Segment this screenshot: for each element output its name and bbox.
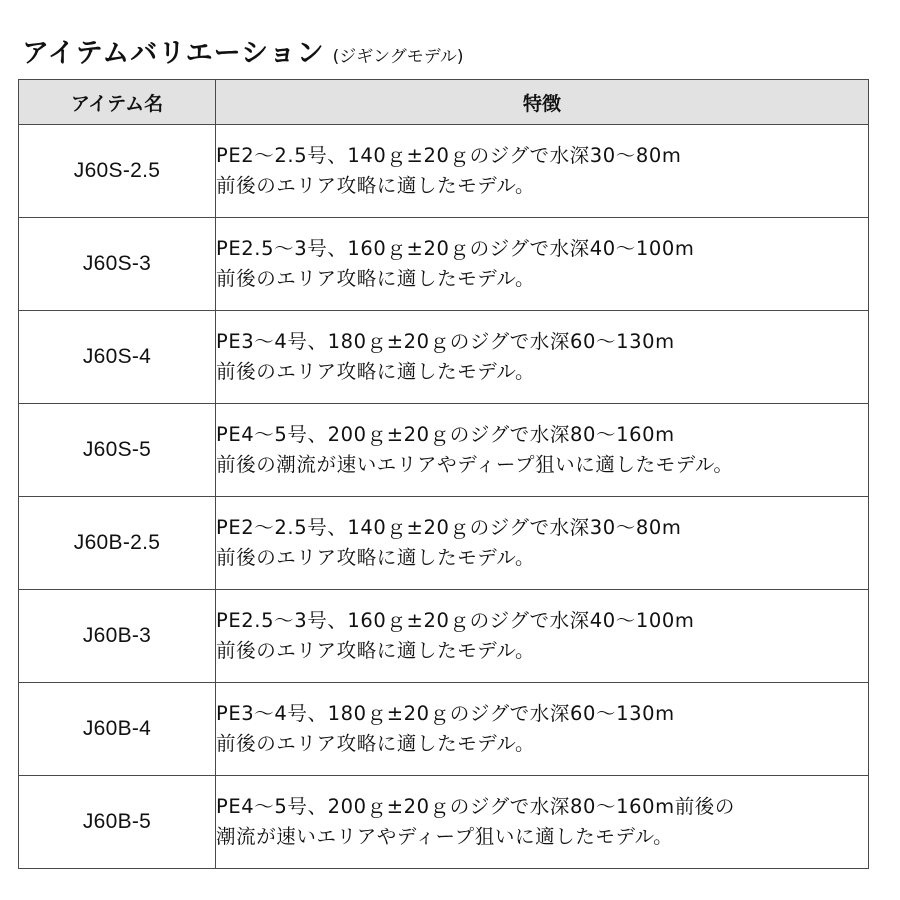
item-name-cell: J60S-2.5 bbox=[19, 125, 216, 218]
feature-line: PE3〜4号、180ｇ±20ｇのジグで水深60〜130m bbox=[216, 702, 675, 725]
feature-line: 前後の潮流が速いエリアやディープ狙いに適したモデル。 bbox=[216, 453, 734, 476]
table-row bbox=[19, 497, 869, 590]
table-row bbox=[19, 218, 869, 311]
feature-cell bbox=[216, 218, 869, 311]
feature-cell bbox=[216, 497, 869, 590]
feature-line: PE4〜5号、200ｇ±20ｇのジグで水深80〜160m bbox=[216, 423, 675, 446]
header-item-name: アイテム名 bbox=[19, 80, 216, 125]
feature-line: 前後のエリア攻略に適したモデル。 bbox=[216, 267, 536, 290]
table-row bbox=[19, 683, 869, 776]
feature-cell bbox=[216, 125, 869, 218]
title-subtitle: (ジギングモデル) bbox=[332, 47, 464, 67]
feature-cell bbox=[216, 404, 869, 497]
feature-line: 前後のエリア攻略に適したモデル。 bbox=[216, 732, 536, 755]
item-name-cell: J60B-2.5 bbox=[19, 497, 216, 590]
page-title bbox=[22, 36, 464, 72]
item-name-cell: J60S-4 bbox=[19, 311, 216, 404]
feature-line: PE2.5〜3号、160ｇ±20ｇのジグで水深40〜100m bbox=[216, 609, 695, 632]
feature-line: 前後のエリア攻略に適したモデル。 bbox=[216, 174, 536, 197]
feature-cell bbox=[216, 590, 869, 683]
feature-cell bbox=[216, 311, 869, 404]
feature-line: PE4〜5号、200ｇ±20ｇのジグで水深80〜160m前後の bbox=[216, 795, 736, 818]
table-header-row bbox=[19, 80, 869, 125]
item-name-cell: J60B-4 bbox=[19, 683, 216, 776]
table-row bbox=[19, 125, 869, 218]
table-row bbox=[19, 590, 869, 683]
table-row bbox=[19, 776, 869, 869]
item-name-cell: J60S-3 bbox=[19, 218, 216, 311]
feature-cell bbox=[216, 683, 869, 776]
item-name-cell: J60B-3 bbox=[19, 590, 216, 683]
feature-line: 前後のエリア攻略に適したモデル。 bbox=[216, 546, 536, 569]
table-row bbox=[19, 404, 869, 497]
title-main: アイテムバリエーション bbox=[22, 38, 325, 69]
table-row bbox=[19, 311, 869, 404]
item-name-cell: J60B-5 bbox=[19, 776, 216, 869]
header-feature: 特徴 bbox=[216, 80, 869, 125]
feature-line: 前後のエリア攻略に適したモデル。 bbox=[216, 639, 536, 662]
feature-line: PE2〜2.5号、140ｇ±20ｇのジグで水深30〜80m bbox=[216, 516, 682, 539]
feature-line: PE3〜4号、180ｇ±20ｇのジグで水深60〜130m bbox=[216, 330, 675, 353]
feature-line: 前後のエリア攻略に適したモデル。 bbox=[216, 360, 536, 383]
feature-cell bbox=[216, 776, 869, 869]
item-variation-table bbox=[18, 79, 869, 869]
feature-line: PE2.5〜3号、160ｇ±20ｇのジグで水深40〜100m bbox=[216, 237, 695, 260]
feature-line: PE2〜2.5号、140ｇ±20ｇのジグで水深30〜80m bbox=[216, 144, 682, 167]
feature-line: 潮流が速いエリアやディープ狙いに適したモデル。 bbox=[216, 825, 674, 848]
item-name-cell: J60S-5 bbox=[19, 404, 216, 497]
